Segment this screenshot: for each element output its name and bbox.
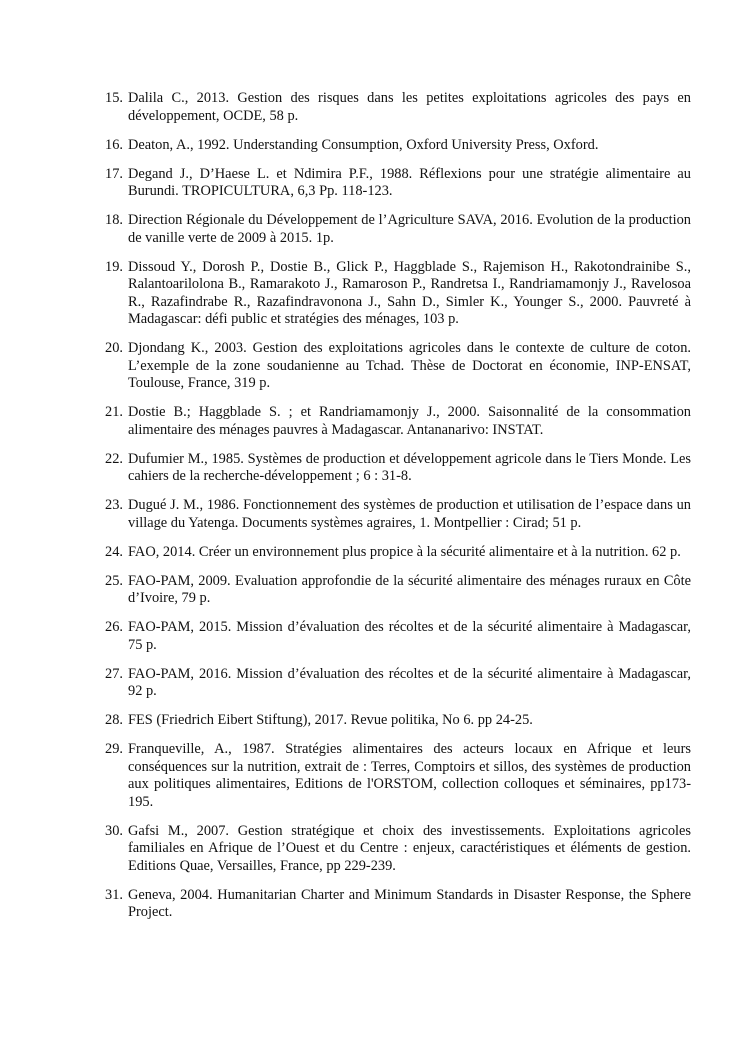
reference-item <box>105 259 691 329</box>
reference-text: Deaton, A., 1992. Understanding Consumption, Oxford University Press, Oxford. <box>128 136 599 153</box>
reference-text: Geneva, 2004. Humanitarian Charter and Minimum Standards in Disaster Response, the Sphere Project. <box>128 886 691 920</box>
reference-number: 19. <box>105 258 123 275</box>
reference-item <box>105 619 691 654</box>
reference-item <box>105 666 691 701</box>
reference-item <box>105 340 691 393</box>
reference-item <box>105 166 691 201</box>
reference-text: Dugué J. M., 1986. Fonctionnement des systèmes de production et utilisation de l’espace dans un village du Yatenga. Documents systèmes agraires, 1. Montpellier : Cirad; 51 p. <box>128 497 691 531</box>
reference-text: FAO, 2014. Créer un environnement plus propice à la sécurité alimentaire et à la nutrition. 62 p. <box>128 543 681 560</box>
reference-number: 15. <box>105 90 123 106</box>
reference-list <box>105 90 691 933</box>
reference-number: 17. <box>105 165 123 182</box>
reference-number: 22. <box>105 450 123 467</box>
reference-item <box>105 404 691 439</box>
reference-number: 29. <box>105 741 123 757</box>
reference-item <box>105 823 691 876</box>
reference-number: 21. <box>105 404 123 420</box>
reference-number: 30. <box>105 822 123 839</box>
reference-item <box>105 544 691 562</box>
reference-text: Dostie B.; Haggblade S. ; et Randriamamonjy J., 2000. Saisonnalité de la consommation alimentaire des ménages pauvres à Madagascar. Antananarivo: INSTAT. <box>128 404 691 438</box>
reference-number: 16. <box>105 136 123 153</box>
reference-text: Dufumier M., 1985. Systèmes de production et développement agricole dans le Tiers Monde. Les cahiers de la recherche-développement ; 6 : 31-8. <box>128 450 691 484</box>
reference-number: 26. <box>105 619 123 635</box>
reference-item <box>105 887 691 922</box>
reference-number: 20. <box>105 340 123 356</box>
reference-text: Direction Régionale du Développement de l’Agriculture SAVA, 2016. Evolution de la production de vanille verte de 2009 à 2015. 1p. <box>128 212 691 246</box>
reference-text: FAO-PAM, 2009. Evaluation approfondie de la sécurité alimentaire des ménages ruraux en Côte d’Ivoire, 79 p. <box>128 572 691 606</box>
reference-item <box>105 451 691 486</box>
reference-number: 28. <box>105 712 123 728</box>
reference-item <box>105 712 691 730</box>
reference-item <box>105 573 691 608</box>
reference-item <box>105 90 691 125</box>
reference-item <box>105 212 691 247</box>
reference-text: Dissoud Y., Dorosh P., Dostie B., Glick P., Haggblade S., Rajemison H., Rakotondrainibe S., Ralantoarilolona B., Ramarakoto J., Ramaroson P., Randretsa I., Randriamamonjy J., Ravelosoa R., Razafindrabe R., Razafindravonona J., Sahn D., Simler K., Younger S., 2000. Pauvreté à Madagascar: défi public et stratégies des ménages, 103 p. <box>128 258 691 327</box>
reference-item <box>105 137 691 155</box>
reference-number: 25. <box>105 572 123 589</box>
reference-item <box>105 741 691 811</box>
reference-number: 31. <box>105 886 123 903</box>
reference-text: Dalila C., 2013. Gestion des risques dans les petites exploitations agricoles des pays en développement, OCDE, 58 p. <box>128 90 691 124</box>
reference-text: FAO-PAM, 2015. Mission d’évaluation des récoltes et de la sécurité alimentaire à Madagascar, 75 p. <box>128 619 691 653</box>
reference-text: Djondang K., 2003. Gestion des exploitations agricoles dans le contexte de culture de coton. L’exemple de la zone soudanienne au Tchad. Thèse de Doctorat en économie, INP-ENSAT, Toulouse, France, 319 p. <box>128 340 691 391</box>
reference-text: FES (Friedrich Eibert Stiftung), 2017. Revue politika, No 6. pp 24-25. <box>128 712 533 728</box>
reference-text: Degand J., D’Haese L. et Ndimira P.F., 1988. Réflexions pour une stratégie alimentaire au Burundi. TROPICULTURA, 6,3 Pp. 118-123. <box>128 165 691 199</box>
reference-number: 23. <box>105 497 123 513</box>
reference-text: Gafsi M., 2007. Gestion stratégique et choix des investissements. Exploitations agricoles familiales en Afrique de l’Ouest et du Centre : enjeux, caractéristiques et éléments de gestion. Editions Quae, Versailles, France, pp 229-239. <box>128 822 691 874</box>
reference-item <box>105 497 691 532</box>
reference-text: FAO-PAM, 2016. Mission d’évaluation des récoltes et de la sécurité alimentaire à Madagascar, 92 p. <box>128 665 691 699</box>
reference-number: 24. <box>105 543 123 560</box>
reference-number: 18. <box>105 212 123 228</box>
reference-number: 27. <box>105 665 123 682</box>
reference-text: Franqueville, A., 1987. Stratégies alimentaires des acteurs locaux en Afrique et leurs conséquences sur la nutrition, extrait de : Terres, Comptoirs et sillos, des systèmes de production aux politiques alimentaires, Editions de l'ORSTOM, collection colloques et séminaires, pp173-195. <box>128 741 691 810</box>
